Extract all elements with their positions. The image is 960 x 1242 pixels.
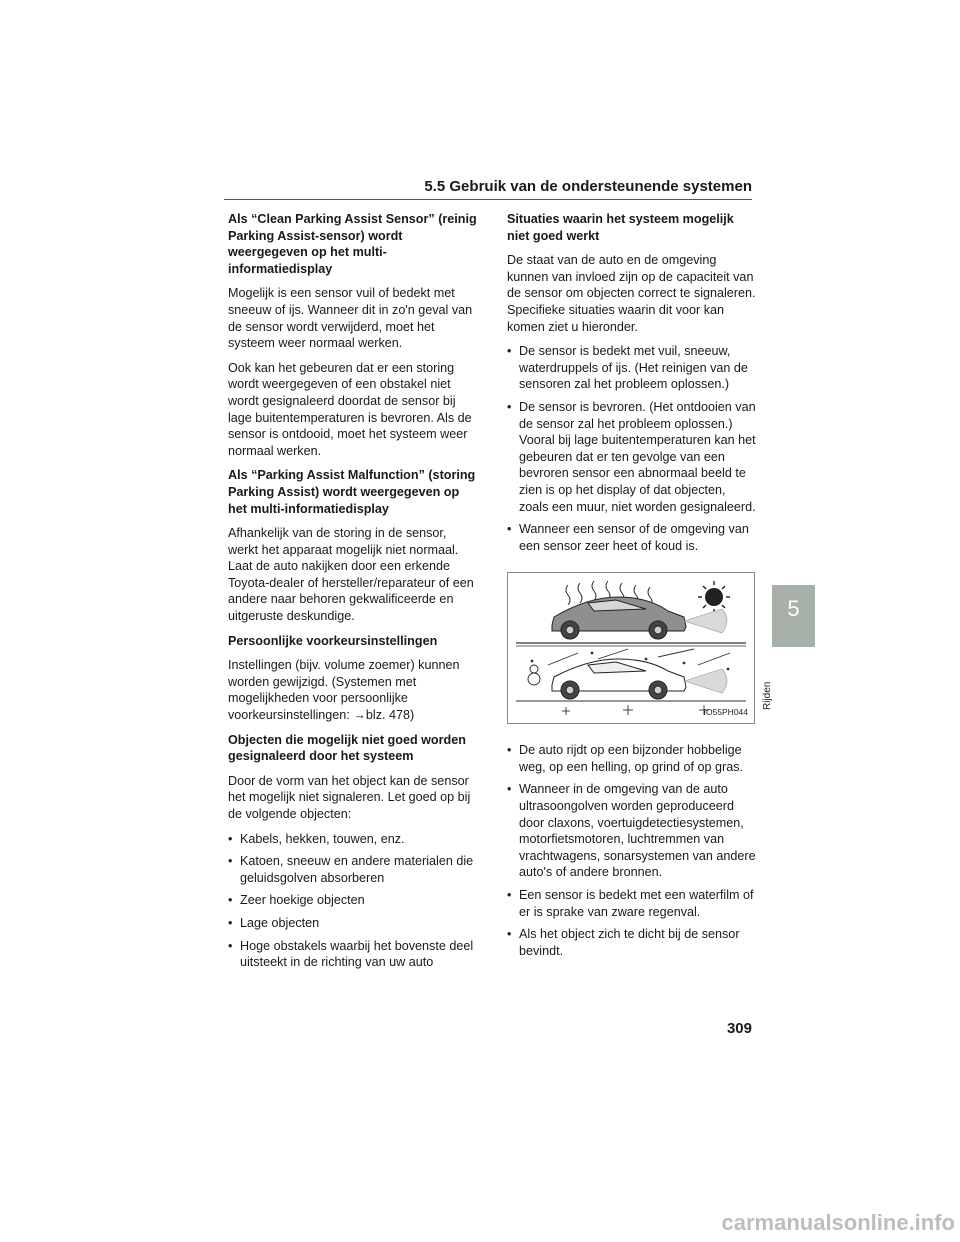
- list-item: • Zeer hoekige objecten: [228, 892, 478, 909]
- chapter-number: 5: [787, 596, 800, 621]
- list-item: • Lage objecten: [228, 915, 478, 932]
- list-item: • Hoge obstakels waarbij het bovenste deel uitsteekt in de richting van uw auto: [228, 938, 478, 971]
- illustration-car-sensor-conditions: [507, 572, 755, 724]
- left-column: [228, 211, 478, 979]
- paragraph: Door de vorm van het object kan de sensor het mogelijk niet signaleren. Let goed op bij de volgende objecten:: [228, 773, 471, 821]
- car-top: [552, 597, 686, 639]
- chapter-label: Rijden: [762, 681, 773, 710]
- list-item: • Wanneer een sensor of de omgeving van een sensor zeer heet of koud is.: [507, 521, 757, 554]
- list-item: • Katoen, sneeuw en andere materialen die geluidsgolven absorberen: [228, 853, 478, 886]
- list-item: • Kabels, hekken, touwen, enz.: [228, 831, 478, 848]
- right-column: [507, 211, 757, 967]
- list-item: • De sensor is bedekt met vuil, sneeuw, waterdruppels of ijs. (Het reinigen van de sensoren zal het probleem oplossen.): [507, 343, 757, 393]
- bullet-list-situations-2: [507, 742, 757, 959]
- sparkle-icons: [562, 705, 709, 715]
- watermark-text: carmanualsonline.info: [721, 1210, 955, 1235]
- list-item: • Als het object zich te dicht bij de sensor bevindt.: [507, 926, 757, 959]
- paragraph: De staat van de auto en de omgeving kunnen van invloed zijn op de capaciteit van de sensor om objecten correct te signaleren. Specifieke situaties waarin dit voor kan komen ziet u hieronder.: [507, 253, 756, 334]
- heading-undetected-objects: Objecten die mogelijk niet goed worden gesignaleerd door het systeem: [228, 732, 466, 764]
- header-divider: [224, 199, 752, 200]
- heading-clean-sensor: Als “Clean Parking Assist Sensor” (reinig Parking Assist-sensor) wordt weergegeven op het multi-informatiedisplay: [228, 212, 477, 276]
- section-header: 5.5 Gebruik van de ondersteunende systemen: [424, 178, 752, 195]
- heading-malfunction: Als “Parking Assist Malfunction” (storing Parking Assist) wordt weergegeven op het multi-informatiedisplay: [228, 468, 476, 516]
- heading-situations: Situaties waarin het systeem mogelijk niet goed werkt: [507, 212, 734, 243]
- figure-code-label: IO55PH044: [703, 706, 748, 717]
- heading-personal-settings: Persoonlijke voorkeursinstellingen: [228, 633, 438, 648]
- list-item: • De sensor is bevroren. (Het ontdooien van de sensor zal het probleem oplossen.) Vooral bij lage buitentemperaturen kan het gebeuren dat er ten gevolge van een bevroren sensor een abnormaal beeld te zien is op het display of dat objecten, zoals een muur, niet worden gesignaleerd.: [507, 399, 757, 515]
- bullet-list-objects: [228, 831, 478, 971]
- snowman-icon: [528, 665, 540, 685]
- paragraph: Ook kan het gebeuren dat er een storing wordt weergegeven of een obstakel niet wordt gesignaleerd doordat de sensor bij lage buitentemperaturen is bevroren. Als de sensor is ontdooid, moet het systeem weer normaal werken.: [228, 360, 472, 458]
- page-number: 309: [726, 1020, 752, 1037]
- sun-icon: [698, 581, 730, 613]
- list-item: • De auto rijdt op een bijzonder hobbelige weg, op een helling, op grind of op gras.: [507, 742, 757, 775]
- list-item: • Een sensor is bedekt met een waterfilm of er is sprake van zware regenval.: [507, 887, 757, 920]
- bullet-list-situations-1: [507, 343, 757, 554]
- paragraph: Mogelijk is een sensor vuil of bedekt met sneeuw of ijs. Wanneer dit in zo'n geval van de sensor wordt verwijderd, moet het systeem weer normaal werken.: [228, 286, 473, 351]
- paragraph: Afhankelijk van de storing in de sensor, werkt het apparaat mogelijk niet normaal. Laat de auto nakijken door een erkende Toyota-dealer of hersteller/reparateur of een andere naar behoren gekwalificeerde en uitgeruste deskundige.: [228, 526, 474, 624]
- list-item: • Wanneer in de omgeving van de auto ultrasoongolven worden geproduceerd door claxons, voertuigdetectiesystemen, motorfietsmotoren, luchtremmen van vrachtwagens, sonarsystemen van andere auto's of andere bronnen.: [507, 781, 757, 881]
- car-illustration-svg: [508, 573, 754, 723]
- car-bottom: [552, 659, 686, 699]
- paragraph-settings: Instellingen (bijv. volume zoemer) kunnen worden gewijzigd. (Systemen met mogelijkheden voor persoonlijke voorkeursinstellingen: →blz. 478): [228, 658, 460, 723]
